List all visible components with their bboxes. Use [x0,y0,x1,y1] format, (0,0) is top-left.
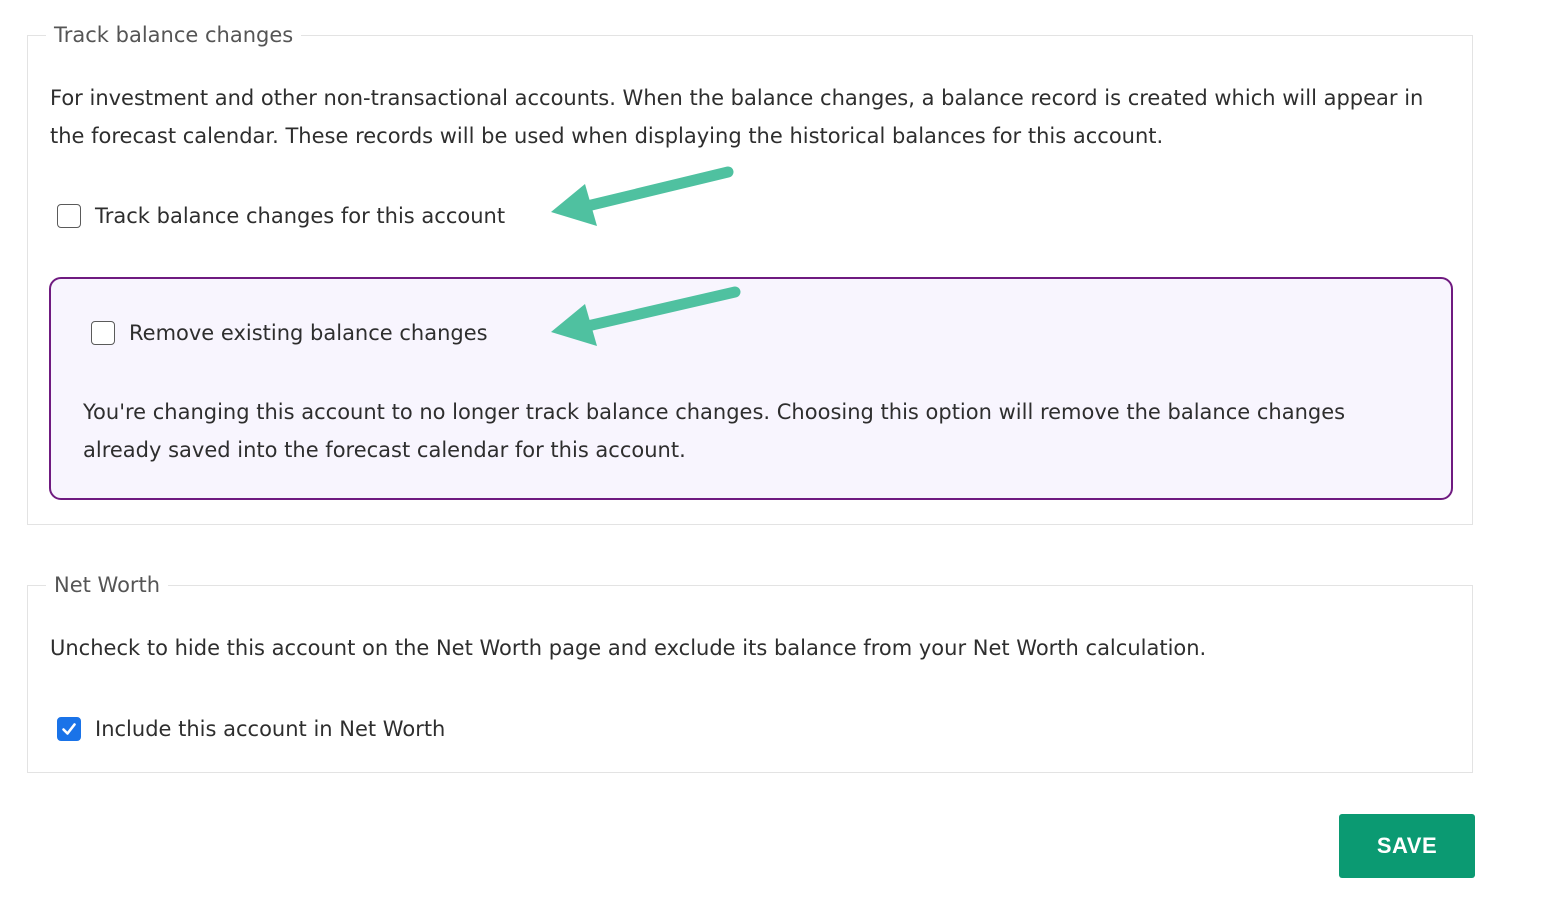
include-net-worth-checkbox[interactable] [57,717,81,741]
checkmark-icon [60,720,78,738]
track-balance-description: For investment and other non-transactional accounts. When the balance changes, a balance record is created which will appear in the forecast calendar. These records will be used when displaying the historical balances for this account. [50,86,1424,148]
track-balance-checkbox-row[interactable] [57,201,505,231]
track-balance-legend: Track balance changes [46,20,301,50]
net-worth-fieldset [27,573,1473,773]
remove-balance-checkbox[interactable] [91,321,115,345]
track-balance-checkbox[interactable] [57,204,81,228]
remove-balance-checkbox-row[interactable] [91,318,488,348]
remove-balance-warning-box [49,277,1453,500]
net-worth-legend: Net Worth [46,570,168,600]
net-worth-description: Uncheck to hide this account on the Net Worth page and exclude its balance from your Net Worth calculation. [50,636,1207,660]
track-balance-fieldset [27,23,1473,525]
remove-balance-warning-text: You're changing this account to no longer track balance changes. Choosing this option will remove the balance changes already saved into the forecast calendar for this account. [83,400,1346,462]
include-net-worth-checkbox-label: Include this account in Net Worth [95,717,446,741]
track-balance-checkbox-label: Track balance changes for this account [95,204,506,228]
include-net-worth-checkbox-row[interactable] [57,714,445,744]
save-button[interactable]: SAVE [1339,814,1475,878]
remove-balance-checkbox-label: Remove existing balance changes [129,321,488,345]
